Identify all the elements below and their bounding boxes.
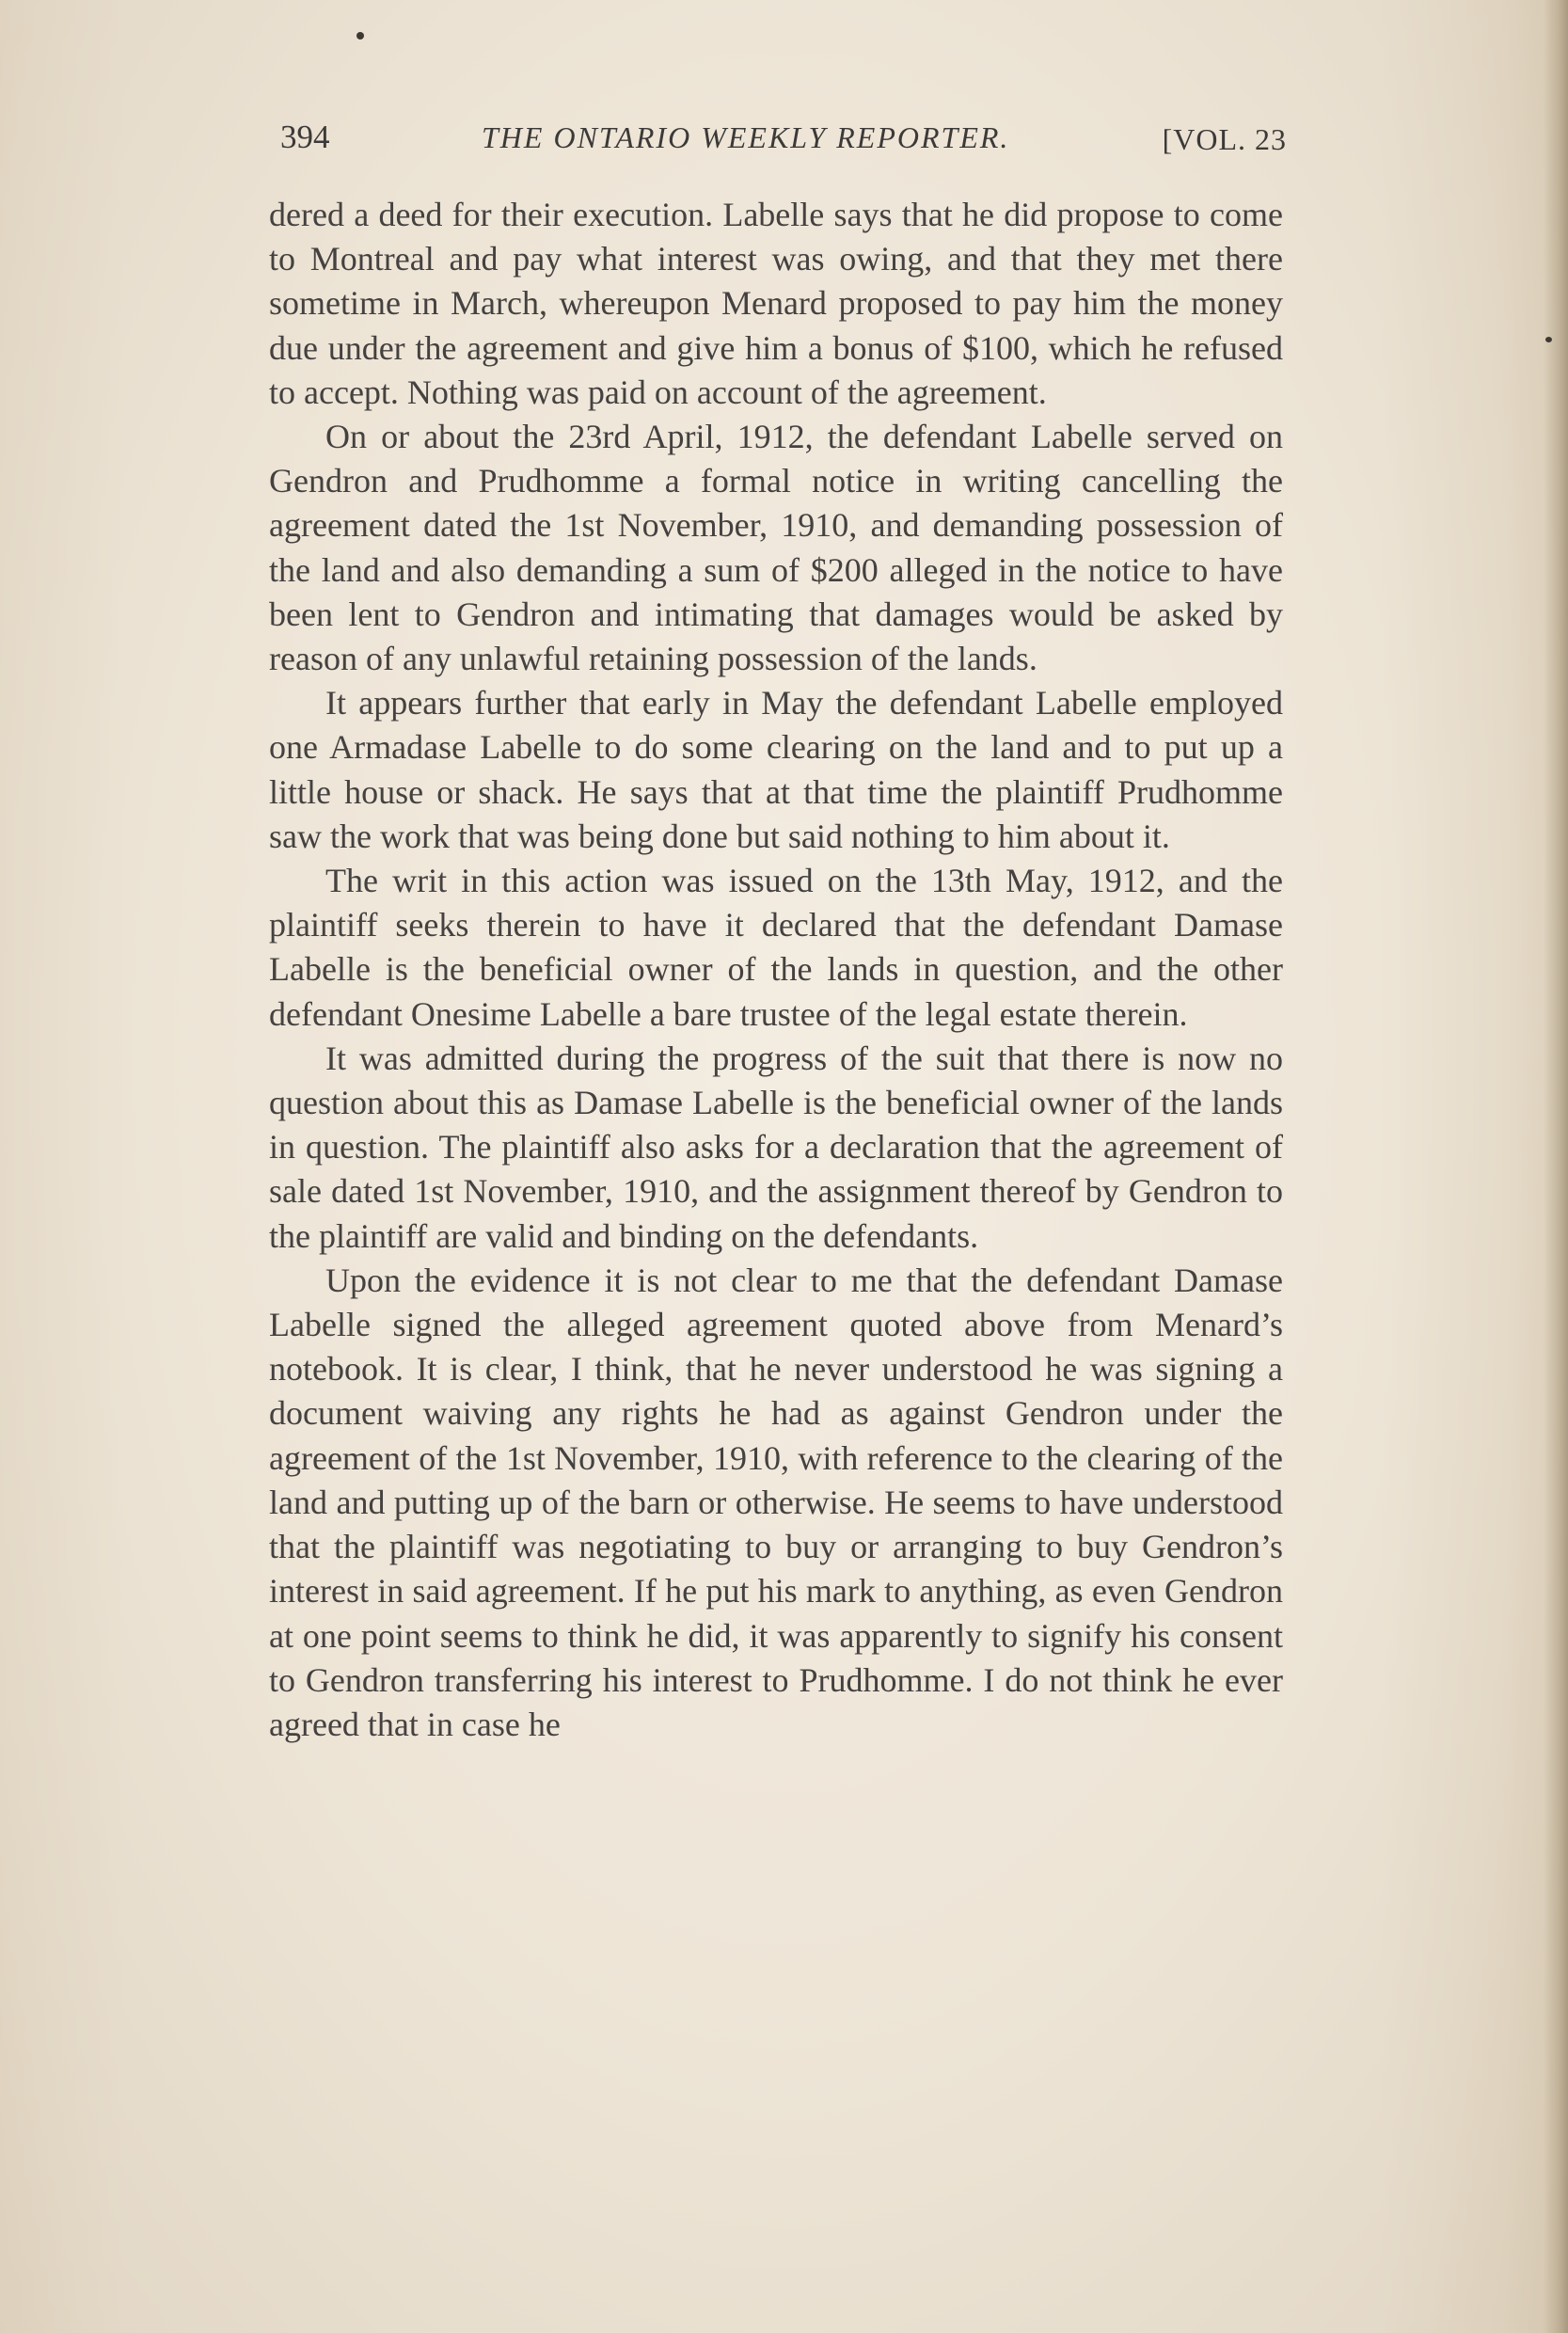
paragraph-4: The writ in this action was issued on the 13th May, 1912, and the plaintiff seeks therein to have it declared that the defendant Damase Labelle is the beneficial owner of the lands in question, and the other defendant Onesime Labelle a bare trustee of the legal estate therein. [269,862,1283,1033]
ink-speck [356,32,364,40]
running-title: THE ONTARIO WEEKLY REPORTER. [482,120,1010,154]
paragraph-5: It was admitted during the progress of the suit that there is now no question about this as Damase Labelle is the beneficial owner of the lands in question. The plaintiff also asks for a declaration that the agreement of sale dated 1st November, 1910, and the assignment thereof by Gendron to the plaintiff are valid and binding on the defendants. [269,1039,1283,1255]
paragraph-3: It appears further that early in May the defendant Labelle employed one Armadase Labelle to do some clearing on the land and to put up a little house or shack. He says that at that time the plaintiff Prudhomme saw the work that was being done but said nothing to him about it. [269,684,1283,855]
page-header [280,119,1287,166]
paragraph-2: On or about the 23rd April, 1912, the defendant Labelle served on Gendron and Prudhomme a formal notice in writing cancelling the agreement dated the 1st November, 1910, and demanding possession of the land and also demanding a sum of $200 alleged in the notice to have been lent to Gendron and intimating that damages would be asked by reason of any unlawful retaining possession of the lands. [269,418,1283,678]
paragraph-1: dered a deed for their execution. Labelle says that he did propose to come to Montreal and pay what interest was owing, and that they met there sometime in March, whereupon Menard proposed to pay him the money due under the agreement and give him a bonus of $100, which he refused to accept. Nothing was paid on account of the agreement. [269,196,1283,411]
body-text [269,193,1283,1747]
paragraph-6: Upon the evidence it is not clear to me that the defendant Damase Labelle signed the alleged agreement quoted above from Menard’s notebook. It is clear, I think, that he never understood he was signing a document waiving any rights he had as against Gendron under the agreement of the 1st November, 1910, with reference to the clearing of the land and putting up of the barn or otherwise. He seems to have understood that the plaintiff was negotiating to buy or arranging to buy Gendron’s interest in said agreement. If he put his mark to anything, as even Gendron at one point seems to think he did, it was apparently to signify his consent to Gendron transferring his interest to Prudhomme. I do not think he ever agreed that in case he [269,1261,1283,1743]
page-edge-shadow [1544,0,1568,2333]
volume-label: [VOL. 23 [1162,122,1287,156]
ink-speck [1545,337,1552,342]
page-number: 394 [280,119,330,155]
